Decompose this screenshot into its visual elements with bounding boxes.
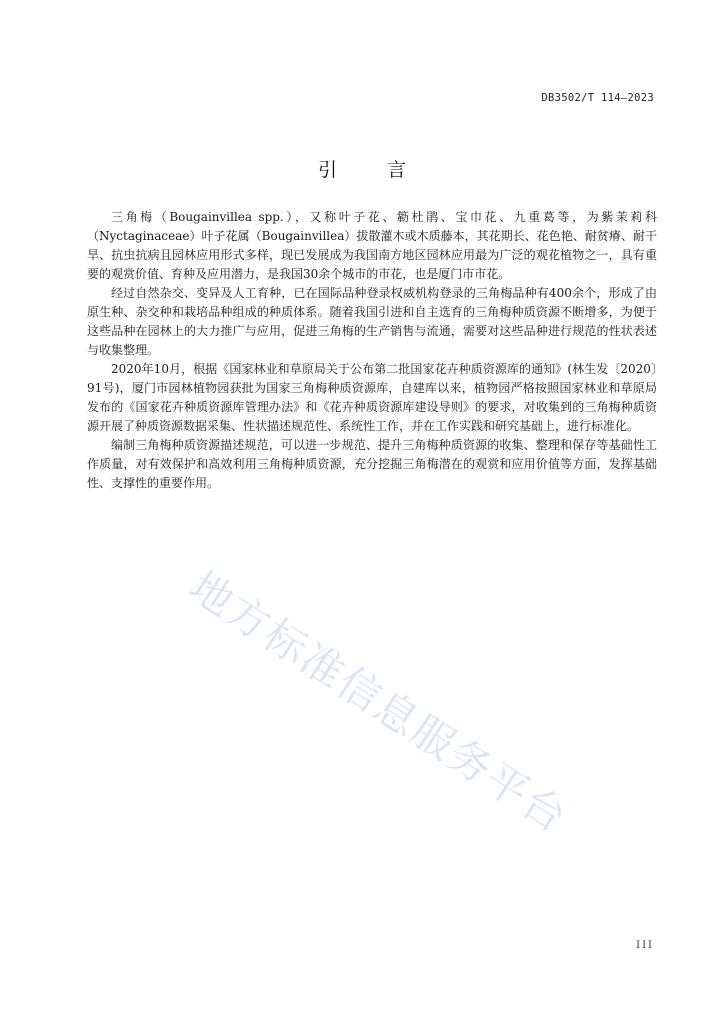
paragraph-2: 经过自然杂交、变异及人工育种，已在国际品种登录权威机构登录的三角梅品种有400余个，形成了由原生种、杂交种和栽培品种组成的种质体系。随着我国引进和自主选育的三角梅种质资源不断增多，为便于这些品种在园林上的大力推广与应用，促进三角梅的生产销售与流通，需要对这些品种进行规范的性状表述与收集整理。 (87, 286, 657, 357)
paragraph-1: 三角梅（Bougainvillea spp.），又称叶子花、簕杜鹃、宝巾花、九重葛等，为紫茉莉科（Nyctaginaceae）叶子花属（Bougainvillea）拔散灌木或木质藤本，其花期长、花色艳、耐贫瘠、耐干旱、抗虫抗病且园林应用形式多样，现已发展成为我国南方地区园林应用最为广泛的观花植物之一，具有重要的观赏价值、育种及应用潜力，是我国30余个城市的市花，也是厦门市市花。 (87, 210, 657, 281)
document-code: DB3502/T 114—2023 (541, 92, 654, 104)
page-number: III (636, 940, 654, 951)
paragraph-4: 编制三角梅种质资源描述规范，可以进一步规范、提升三角梅种质资源的收集、整理和保存等基础性工作质量，对有效保护和高效利用三角梅种质资源，充分挖掘三角梅潜在的观赏和应用价值等方面，发挥基础性、支撑性的重要作用。 (87, 438, 657, 490)
watermark: 地方标准信息服务平台 (180, 561, 577, 843)
page-title: 引 言 (317, 159, 429, 181)
introduction-body (87, 208, 657, 493)
paragraph-3: 2020年10月，根据《国家林业和草原局关于公布第二批国家花卉种质资源库的通知》(林生发〔2020〕91号)，厦门市园林植物园获批为国家三角梅种质资源库，自建库以来，植物园严格按照国家林业和草原局发布的《国家花卉种质资源库管理办法》和《花卉种质资源库建设导则》的要求，对收集到的三角梅种质资源开展了种质资源数据采集、性状描述规范性、系统性工作，并在工作实践和研究基础上，进行标准化。 (87, 362, 657, 433)
